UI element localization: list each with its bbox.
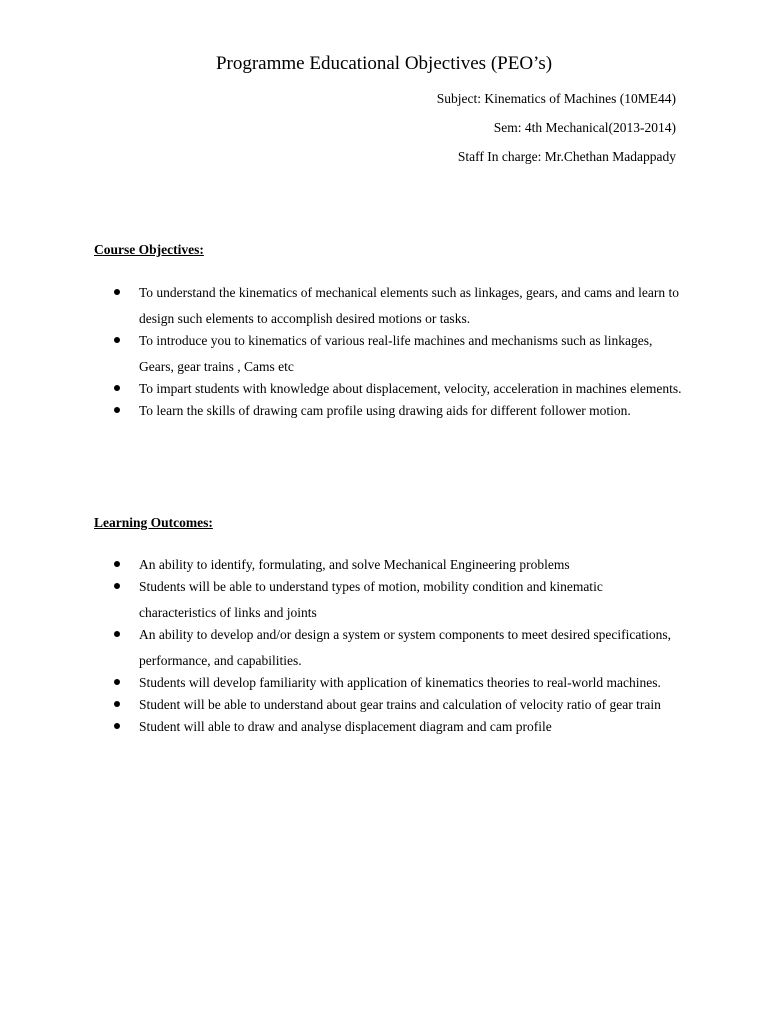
bullet-icon bbox=[114, 679, 120, 685]
list-item bbox=[0, 622, 768, 674]
list-item bbox=[0, 280, 768, 332]
bullet-icon bbox=[114, 583, 120, 589]
bullet-icon bbox=[114, 723, 120, 729]
list-item-text: Students will develop familiarity with application of kinematics theories to real-world machines. bbox=[139, 675, 661, 690]
bullet-icon bbox=[114, 701, 120, 707]
list-item-text: An ability to develop and/or design a system or system components to meet desired specifications, performance, and capabilities. bbox=[139, 627, 672, 668]
document-title: Programme Educational Objectives (PEO’s) bbox=[215, 53, 553, 74]
learning-outcomes-heading: Learning Outcomes: bbox=[94, 515, 213, 530]
course-objectives-list bbox=[0, 280, 768, 424]
staff-line: Staff In charge: Mr.Chethan Madappady bbox=[457, 149, 676, 164]
subject-line: Subject: Kinematics of Machines (10ME44) bbox=[436, 91, 676, 106]
list-item bbox=[0, 398, 768, 424]
bullet-icon bbox=[114, 631, 120, 637]
list-item-text: Students will be able to understand types of motion, mobility condition and kinematic characteristics of links and joints bbox=[139, 579, 603, 620]
list-item bbox=[0, 574, 768, 626]
list-item-text: An ability to identify, formulating, and solve Mechanical Engineering problems bbox=[139, 557, 570, 572]
list-item bbox=[0, 328, 768, 380]
list-item-text: To impart students with knowledge about displacement, velocity, acceleration in machines elements. bbox=[139, 381, 682, 396]
list-item-text: To learn the skills of drawing cam profile using drawing aids for different follower motion. bbox=[139, 403, 631, 418]
bullet-icon bbox=[114, 385, 120, 391]
course-objectives-heading: Course Objectives: bbox=[94, 242, 204, 257]
bullet-icon bbox=[114, 337, 120, 343]
learning-outcomes-list bbox=[0, 552, 768, 740]
list-item-text: Student will able to draw and analyse displacement diagram and cam profile bbox=[139, 719, 552, 734]
bullet-icon bbox=[114, 289, 120, 295]
list-item bbox=[0, 714, 768, 740]
semester-line: Sem: 4th Mechanical(2013-2014) bbox=[493, 120, 676, 135]
bullet-icon bbox=[114, 407, 120, 413]
bullet-icon bbox=[114, 561, 120, 567]
list-item-text: Student will be able to understand about gear trains and calculation of velocity ratio of gear train bbox=[139, 697, 661, 712]
list-item-text: To introduce you to kinematics of various real-life machines and mechanisms such as linkages, Gears, gear trains , Cams etc bbox=[139, 333, 653, 374]
list-item-text: To understand the kinematics of mechanical elements such as linkages, gears, and cams and learn to design such elements to accomplish desired motions or tasks. bbox=[139, 285, 679, 326]
